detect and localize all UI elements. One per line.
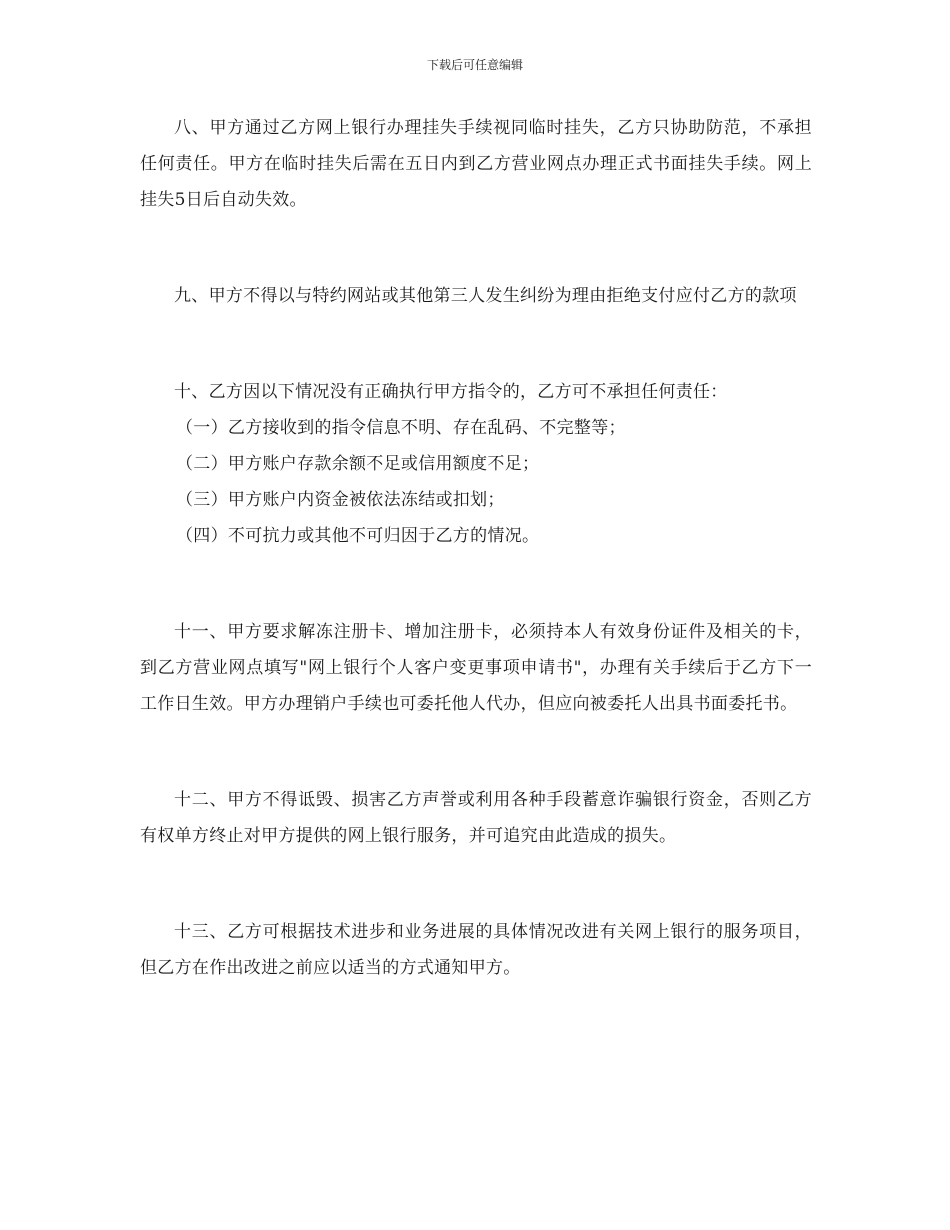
document-body — [140, 110, 812, 986]
list-item: （三）甲方账户内资金被依法冻结或扣划； — [176, 490, 505, 510]
clause-13: 十三、乙方可根据技术进步和业务进展的具体情况改进有关网上银行的服务项目，但乙方在作出改进之前应以适当的方式通知甲方。 — [140, 922, 812, 978]
page-header: 下载后可任意编辑 — [426, 58, 523, 72]
clause-9: 九、甲方不得以与特约网站或其他第三人发生纠纷为理由拒绝支付应付乙方的款项 — [174, 286, 797, 306]
clause-10: 十、乙方因以下情况没有正确执行甲方指令的，乙方可不承担任何责任： — [174, 382, 728, 402]
list-item: （一）乙方接收到的指令信息不明、存在乱码、不完整等； — [176, 418, 626, 438]
clause-8: 八、甲方通过乙方网上银行办理挂失手续视同临时挂失，乙方只协助防范，不承担任何责任。甲方在临时挂失后需在五日内到乙方营业网点办理正式书面挂失手续。网上挂失5日后自动失效。 — [140, 118, 812, 210]
clause-10-list — [140, 410, 812, 554]
list-item: （二）甲方账户存款余额不足或信用额度不足； — [176, 454, 540, 474]
list-item: （四）不可抗力或其他不可归因于乙方的情况。 — [176, 526, 540, 546]
clause-12: 十二、甲方不得诋毁、损害乙方声誉或利用各种手段蓄意诈骗银行资金，否则乙方有权单方终止对甲方提供的网上银行服务，并可追究由此造成的损失。 — [140, 790, 812, 846]
clause-11: 十一、甲方要求解冻注册卡、增加注册卡，必须持本人有效身份证件及相关的卡，到乙方营业网点填写"网上银行个人客户变更事项申请书"，办理有关手续后于乙方下一工作日生效。甲方办理销户手续也可委托他人代办，但应向被委托人出具书面委托书。 — [140, 622, 812, 714]
